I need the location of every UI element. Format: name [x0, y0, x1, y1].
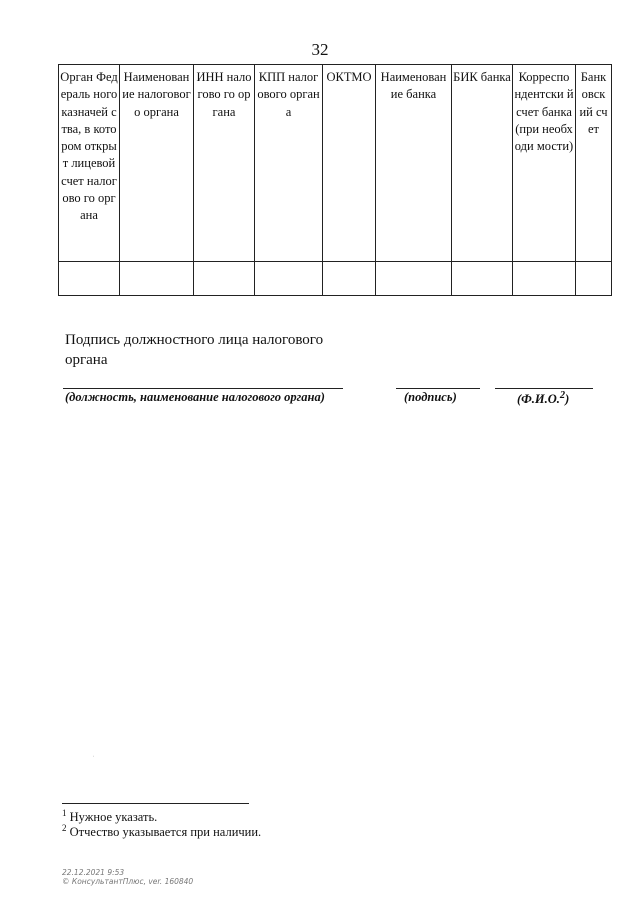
footnote-number: 2 [62, 823, 67, 833]
table-cell[interactable] [120, 262, 194, 296]
footnote-text: Нужное указать. [69, 810, 158, 825]
table-cell[interactable] [452, 262, 513, 296]
footnote-separator [62, 803, 249, 804]
header-inn: ИНН налогово го органа [194, 65, 255, 262]
print-stamp [62, 868, 193, 886]
page-number: 32 [311, 40, 329, 59]
header-bank-account: Банк овск ий счет [576, 65, 612, 262]
footnote-text: Отчество указывается при наличии. [69, 825, 262, 840]
header-oktmo: ОКТМО [323, 65, 376, 262]
header-treasury-body: Орган Федераль ного казначей ства, в котором открыт лицевой счет налогово го органа [59, 65, 120, 262]
position-line [63, 388, 343, 389]
header-kpp: КПП налогового органа [255, 65, 323, 262]
footnote-2 [62, 823, 261, 840]
fio-caption-text: (Ф.И.О. [517, 392, 560, 407]
signature-title: Подпись должностного лица налогового органа [65, 332, 324, 368]
table-cell[interactable] [323, 262, 376, 296]
table-header-row [59, 65, 612, 262]
signature-caption: (подпись) [404, 390, 457, 404]
table-cell[interactable] [576, 262, 612, 296]
table-row [59, 262, 612, 296]
table-cell[interactable] [59, 262, 120, 296]
table-cell[interactable] [194, 262, 255, 296]
position-caption: (должность, наименование налогового органа) [65, 390, 325, 404]
header-tax-authority-name: Наименован ие налогового органа [120, 65, 194, 262]
signature-line [396, 388, 480, 389]
fio-caption [517, 390, 569, 407]
fio-footnote-ref: 2 [559, 390, 566, 401]
stamp-source: © КонсультантПлюс, ver. 160840 [62, 877, 194, 886]
fio-caption-close: ) [565, 392, 570, 407]
footnote-number: 1 [62, 808, 67, 818]
table-cell[interactable] [376, 262, 452, 296]
table-cell[interactable] [255, 262, 323, 296]
stamp-date: 22.12.2021 9:53 [62, 868, 125, 877]
table-cell[interactable] [513, 262, 576, 296]
header-corr-account: Корреспо ндентски й счет банка (при необходи мости) [513, 65, 576, 262]
header-bank-name: Наименован ие банка [376, 65, 452, 262]
header-bik: БИК банка [452, 65, 513, 262]
fio-line [495, 388, 593, 389]
bank-details-table [58, 64, 612, 296]
scan-speck: ˌ [92, 748, 95, 757]
